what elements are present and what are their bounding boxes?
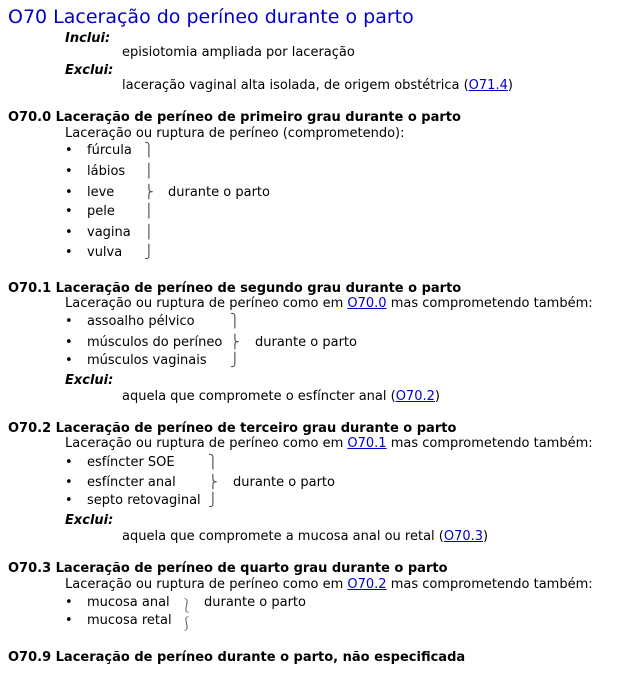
list-item: • músculos vaginais <box>65 353 207 368</box>
brace-glyph: ⎪ <box>144 164 154 179</box>
ref-link-o70-2[interactable]: O70.2 <box>395 389 435 404</box>
page-title: O70 Laceração do períneo durante o parto <box>8 6 414 28</box>
list-item: • vagina <box>65 225 131 240</box>
brace-glyph: ⎭ <box>230 353 240 368</box>
brace-glyph: ⎬ <box>230 335 240 350</box>
brace-glyph: ⎬ <box>208 475 218 490</box>
list-item: • leve <box>65 185 115 200</box>
list-item: • mucosa anal <box>65 595 170 610</box>
list-item: • lábios <box>65 164 126 179</box>
section-intro-o70-0: Laceração ou ruptura de períneo (comprometendo): <box>65 126 405 141</box>
during-birth-text: durante o parto <box>233 475 335 490</box>
exclui-text: laceração vaginal alta isolada, de origem obstétrica (O71.4) <box>122 78 513 93</box>
brace-glyph: ⎪ <box>144 204 154 219</box>
brace-glyph: ⎬ <box>144 185 154 200</box>
section-title-o70-3: O70.3 Laceração de períneo de quarto grau durante o parto <box>8 561 448 576</box>
section-title-o70-2: O70.2 Laceração de períneo de terceiro grau durante o parto <box>8 421 457 436</box>
section-intro-o70-3: Laceração ou ruptura de períneo como em O70.2 mas comprometendo também: <box>65 577 593 592</box>
list-item: • vulva <box>65 245 123 260</box>
exclui-label: Exclui: <box>65 373 114 388</box>
inclui-label: Inclui: <box>65 31 111 46</box>
ref-link-o70-0[interactable]: O70.0 <box>347 296 387 311</box>
brace-glyph: ⎪ <box>144 225 154 240</box>
during-birth-text: durante o parto <box>204 595 306 610</box>
section-title-o70-9: O70.9 Laceração de períneo durante o parto, não especificada <box>8 650 466 665</box>
list-item: • músculos do períneo <box>65 335 223 350</box>
section-title-o70-1: O70.1 Laceração de períneo de segundo grau durante o parto <box>8 281 462 296</box>
inclui-text: episiotomia ampliada por laceração <box>122 45 355 60</box>
section-intro-o70-1: Laceração ou ruptura de períneo como em O70.0 mas comprometendo também: <box>65 296 593 311</box>
list-item: • pele <box>65 204 115 219</box>
brace-glyph: ⎰ <box>180 617 194 632</box>
exclui-label: Exclui: <box>65 513 114 528</box>
brace-glyph: ⎫ <box>144 143 154 158</box>
ref-link-o71-4[interactable]: O71.4 <box>468 78 508 93</box>
brace-glyph: ⎭ <box>144 245 154 260</box>
list-item: • fúrcula <box>65 143 132 158</box>
brace-glyph: ⎭ <box>208 493 218 508</box>
ref-link-o70-2[interactable]: O70.2 <box>347 577 387 592</box>
list-item: • esfíncter anal <box>65 475 176 490</box>
list-item: • septo retovaginal <box>65 493 201 508</box>
ref-link-o70-1[interactable]: O70.1 <box>347 436 387 451</box>
during-birth-text: durante o parto <box>255 335 357 350</box>
section-title-o70-0: O70.0 Laceração de períneo de primeiro grau durante o parto <box>8 110 461 125</box>
list-item: • assoalho pélvico <box>65 314 195 329</box>
section-intro-o70-2: Laceração ou ruptura de períneo como em O70.1 mas comprometendo também: <box>65 436 593 451</box>
during-birth-text: durante o parto <box>168 185 270 200</box>
exclui-text: aquela que compromete o esfíncter anal (O70.2) <box>122 389 440 404</box>
ref-link-o70-3[interactable]: O70.3 <box>443 529 484 544</box>
brace-glyph: ⎱ <box>180 599 194 614</box>
brace-glyph: ⎫ <box>230 314 240 329</box>
exclui-text: aquela que compromete a mucosa anal ou retal (O70.3) <box>122 529 489 544</box>
exclui-label: Exclui: <box>65 63 114 78</box>
brace-glyph: ⎫ <box>208 455 218 470</box>
list-item: • mucosa retal <box>65 613 172 628</box>
list-item: • esfíncter SOE <box>65 455 175 470</box>
